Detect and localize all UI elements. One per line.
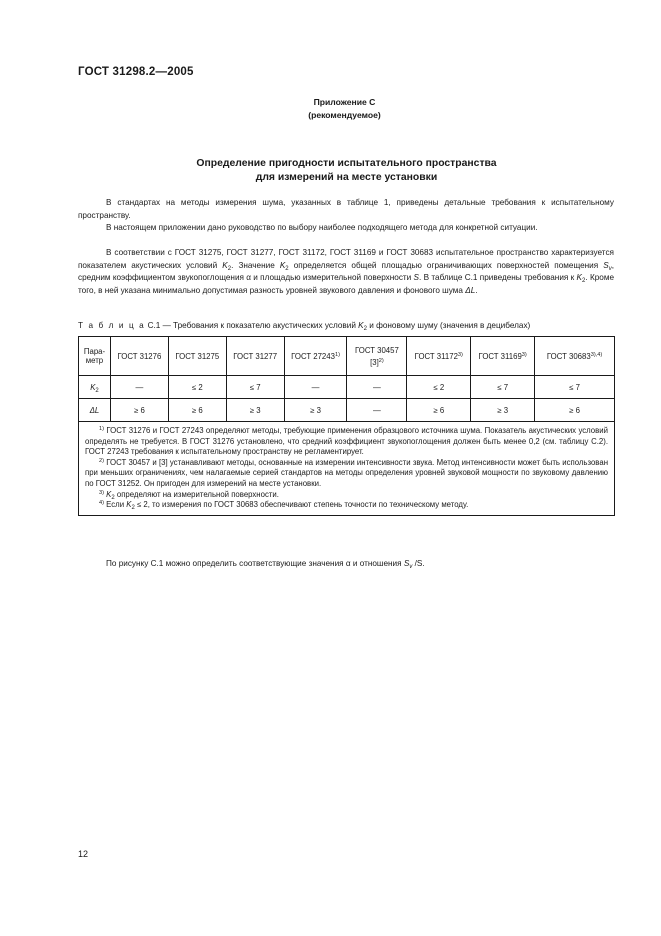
table-note-2 <box>85 458 608 490</box>
table-cell: ≥ 3 <box>226 399 284 422</box>
note-2-mark: 2) <box>99 457 104 464</box>
header-col-7 <box>471 337 535 376</box>
table-caption-k: K <box>358 321 364 330</box>
header-col-5 <box>347 337 407 376</box>
row-param-sub: 2 <box>95 387 99 394</box>
paragraph-3 <box>78 247 614 297</box>
note-4-text-b: ≤ 2, то измерения по ГОСТ 30683 обеспечивают степень точности по техническому методу. <box>134 500 469 510</box>
header-col-7-text: ГОСТ 31169 <box>478 351 522 361</box>
table-row <box>79 399 615 422</box>
p3-k-sub: 2 <box>285 265 289 272</box>
header-col-8-text: ГОСТ 30683 <box>546 351 591 361</box>
header-col-4 <box>284 337 347 376</box>
header-col-2: ГОСТ 31275 <box>168 337 226 376</box>
table-cell: ≤ 7 <box>471 376 535 399</box>
p3-k-sub: 2 <box>227 265 232 272</box>
p3-k-sub: 2 <box>582 278 586 285</box>
p3-text-g: . <box>475 285 478 295</box>
paragraph-1: В стандартах на методы измерения шума, указанных в таблице 1, приведены детальные требования к испытательному пространству. <box>78 198 614 220</box>
header-col-5-line1: ГОСТ 30457 <box>354 345 399 355</box>
p3-k-symbol: K <box>222 260 228 270</box>
appendix-status: (рекомендуемое) <box>308 110 381 120</box>
appendix-title: Приложение С <box>313 97 376 107</box>
header-col-4-text: ГОСТ 27243 <box>291 351 335 361</box>
row-param <box>79 376 111 399</box>
note-1-mark: 1) <box>99 426 104 432</box>
paragraph-2: В настоящем приложении дано руководство по выбору наиболее подходящего метода для конкретной ситуации. <box>106 223 538 232</box>
table-cell: ≥ 6 <box>407 399 471 422</box>
header-col-5-line2 <box>349 358 404 367</box>
table-cell: ≥ 6 <box>168 399 226 422</box>
header-col-6-sup: 3) <box>457 351 463 358</box>
table-cell: ≥ 3 <box>284 399 347 422</box>
table-cell: — <box>110 376 168 399</box>
table-caption-text: С.1 — Требования к показателю акустических условий <box>145 321 359 330</box>
table-cell: — <box>347 376 407 399</box>
header-col-6 <box>407 337 471 376</box>
note-3-mark: 3) <box>99 489 104 496</box>
page-number: 12 <box>78 849 89 859</box>
row-param-symbol: ΔL <box>89 405 100 415</box>
note-4-text-a: Если <box>103 500 127 510</box>
table-cell: — <box>347 399 407 422</box>
figure-ref-s-sub: v <box>409 564 413 570</box>
header-param-text: Пара-метр <box>83 347 106 365</box>
note-4-k: K <box>126 500 132 510</box>
table-cell: ≤ 7 <box>226 376 284 399</box>
table-notes-row <box>79 422 615 516</box>
header-col-5-sup: 2) <box>378 357 384 364</box>
figure-reference <box>106 559 425 568</box>
p3-k-symbol: K <box>576 273 583 283</box>
section-title <box>0 157 661 185</box>
note-4-k-sub: 2 <box>131 505 135 512</box>
table-caption-rest: и фоновому шуму (значения в децибелах) <box>366 321 531 330</box>
table-cell: ≥ 3 <box>471 399 535 422</box>
note-3-text: определяют на измерительной поверхности. <box>114 489 279 499</box>
header-col-6-text: ГОСТ 31172 <box>414 351 458 361</box>
table-note-3 <box>85 490 608 501</box>
table-header-row <box>79 337 615 376</box>
header-param <box>79 337 111 376</box>
header-col-1: ГОСТ 31276 <box>110 337 168 376</box>
p3-delta-l: ΔL <box>465 285 476 295</box>
p3-text-d: , средним коэффициентом звукопоглощения α и площадью измерительной поверхности <box>78 260 615 283</box>
p3-s2-symbol: S <box>413 273 420 283</box>
note-1-text: ГОСТ 31276 и ГОСТ 27243 определяют методы, требующие применения образцового источника шума. Показатель акустических условий определять не требуется. В ГОСТ 31276 установлено, что средний коэффициент звукопоглощения должен быть менее 0,2 (см. таблицу С.2). ГОСТ 27243 требования к испытательному пространству не регламентирует. <box>85 426 608 457</box>
section-title-line2: для измерений на месте установки <box>255 172 438 183</box>
figure-ref-text-b: /S. <box>412 559 425 568</box>
row-param-symbol: K <box>90 382 96 392</box>
table-caption-k-sub: 2 <box>363 326 367 332</box>
table-row <box>79 376 615 399</box>
p3-text-a: В соответствии с ГОСТ 31275, ГОСТ 31277, ГОСТ 31172, ГОСТ 31169 и ГОСТ 30683 испытательное пространство характеризуется показателем акустических условий <box>78 248 614 270</box>
table-cell: ≤ 2 <box>407 376 471 399</box>
row-param <box>79 399 111 422</box>
section-title-line1: Определение пригодности испытательного пространства <box>196 158 497 169</box>
p3-s-symbol: S <box>603 260 609 270</box>
table-notes <box>79 422 615 516</box>
appendix-heading <box>0 96 661 122</box>
table-cell: ≤ 2 <box>168 376 226 399</box>
table-caption <box>78 321 618 330</box>
requirements-table <box>78 336 615 516</box>
figure-ref-text-a: По рисунку С.1 можно определить соответствующие значения α и отношения <box>106 559 404 568</box>
table-note-4 <box>85 500 608 511</box>
header-col-7-sup: 3) <box>521 351 527 358</box>
p3-text-b: . Значение <box>231 260 280 270</box>
note-4-mark: 4) <box>99 500 104 507</box>
header-col-5-ref: [3] <box>370 357 379 367</box>
figure-ref-s: S <box>403 559 410 568</box>
table-cell: — <box>284 376 347 399</box>
table-cell: ≤ 7 <box>535 376 615 399</box>
table-note-1 <box>85 426 608 458</box>
note-3-k-sub: 2 <box>111 494 115 501</box>
header-col-4-sup: 1) <box>334 351 340 358</box>
p3-s-sub: v <box>608 265 612 272</box>
header-col-8 <box>535 337 615 376</box>
header-col-8-sup: 3),4) <box>590 351 603 358</box>
standard-header: ГОСТ 31298.2—2005 <box>78 66 194 78</box>
p3-k-symbol: K <box>279 260 286 270</box>
table-cell: ≥ 6 <box>110 399 168 422</box>
note-2-text: ГОСТ 30457 и [3] устанавливают методы, основанные на измерении интенсивности звука. Метод интенсивности может быть использован при меньших ограничениях, чем налагаемые серией стандартов на методы определения уровней звуковой мощности по звуковому давлению по ГОСТ 31252. Он пригоден для измерений на месте установки. <box>85 457 608 488</box>
header-col-3: ГОСТ 31277 <box>226 337 284 376</box>
p3-text-e: . В таблице С.1 приведены требования к <box>419 273 577 283</box>
p3-text-f: . Кроме того, в ней указана минимально допустимая разность уровней звукового давления и фонового шума <box>78 273 614 295</box>
table-cell: ≥ 6 <box>535 399 615 422</box>
p3-text-c: определяется общей площадью ограничивающих поверхностей помещения <box>288 260 604 270</box>
note-3-k: K <box>106 489 112 499</box>
table-caption-prefix: Т а б л и ц а <box>78 321 146 330</box>
